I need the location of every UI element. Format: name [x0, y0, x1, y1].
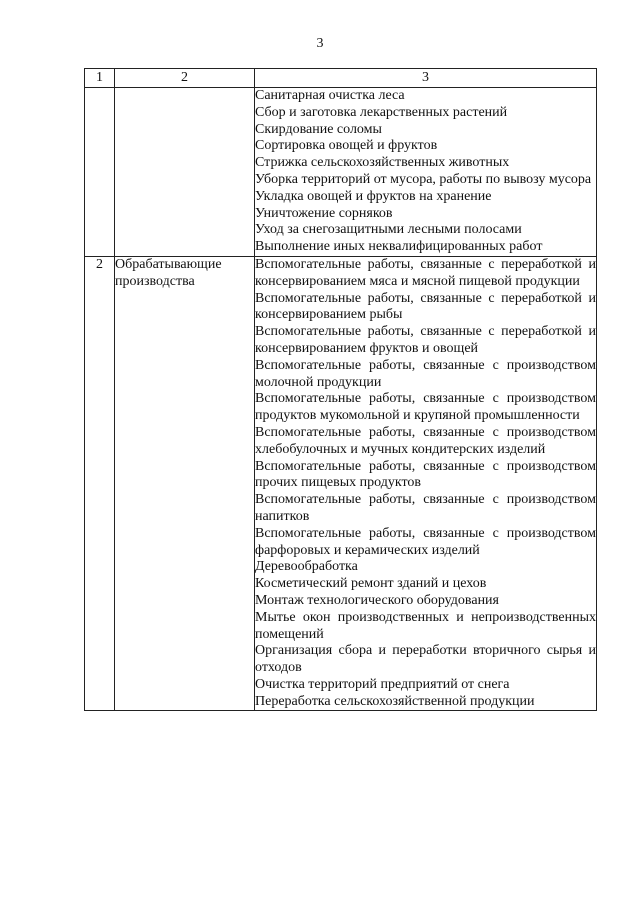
activity-item: Выполнение иных неквалифицированных работ — [255, 239, 543, 255]
activity-item: Скирдование соломы — [255, 121, 382, 137]
activity-item: Вспомогательные работы, связанные с производством напитков — [255, 492, 596, 524]
activity-item: Сбор и заготовка лекарственных растений — [255, 104, 508, 120]
row-activities — [255, 256, 597, 711]
activity-item: Вспомогательные работы, связанные с переработкой и консервированием мяса и мясной пищевой продукции — [255, 256, 596, 289]
row-category: Обрабатывающие производства — [115, 256, 255, 711]
activity-item: Уничтожение сорняков — [255, 205, 393, 221]
activity-item: Мытье окон производственных и непроизводственных помещений — [255, 609, 596, 642]
activity-item: Переработка сельскохозяйственной продукции — [255, 693, 535, 709]
activity-item: Санитарная очистка леса — [255, 88, 405, 103]
table-row — [85, 256, 597, 711]
activity-table — [84, 68, 597, 711]
activity-item: Вспомогательные работы, связанные с производством молочной продукции — [255, 357, 596, 390]
activity-item: Очистка территорий предприятий от снега — [255, 676, 510, 692]
table-row — [85, 88, 597, 257]
activity-item: Организация сбора и переработки вторичного сырья и отходов — [255, 643, 596, 676]
header-col-3: 3 — [255, 69, 597, 88]
header-col-1: 1 — [85, 69, 115, 88]
activity-item: Вспомогательные работы, связанные с производством фарфоровых и керамических изделий — [255, 525, 596, 558]
page-number: 3 — [316, 36, 324, 51]
table-header-row — [85, 69, 597, 88]
activity-item: Уход за снегозащитными лесными полосами — [255, 222, 522, 238]
activity-item: Вспомогательные работы, связанные с производством продуктов мукомольной и крупяной промышленности — [255, 391, 596, 424]
header-col-2: 2 — [115, 69, 255, 88]
row-activities — [255, 88, 597, 257]
row-number — [85, 88, 115, 257]
activity-item: Монтаж технологического оборудования — [255, 592, 499, 608]
activity-item: Деревообработка — [255, 559, 358, 575]
activity-item: Сортировка овощей и фруктов — [255, 138, 438, 154]
activity-item: Стрижка сельскохозяйственных животных — [255, 155, 510, 171]
row-number: 2 — [85, 256, 115, 711]
activity-item: Уборка территорий от мусора, работы по вывозу мусора — [255, 171, 592, 187]
activity-item: Вспомогательные работы, связанные с переработкой и консервированием рыбы — [255, 290, 596, 323]
activity-item: Вспомогательные работы, связанные с производством хлебобулочных и мучных кондитерских изделий — [255, 424, 596, 457]
activity-item: Укладка овощей и фруктов на хранение — [255, 188, 492, 204]
row-category — [115, 88, 255, 257]
activity-item: Вспомогательные работы, связанные с производством прочих пищевых продуктов — [255, 458, 596, 491]
activity-item: Вспомогательные работы, связанные с переработкой и консервированием фруктов и овощей — [255, 324, 596, 356]
activity-item: Косметический ремонт зданий и цехов — [255, 576, 487, 592]
